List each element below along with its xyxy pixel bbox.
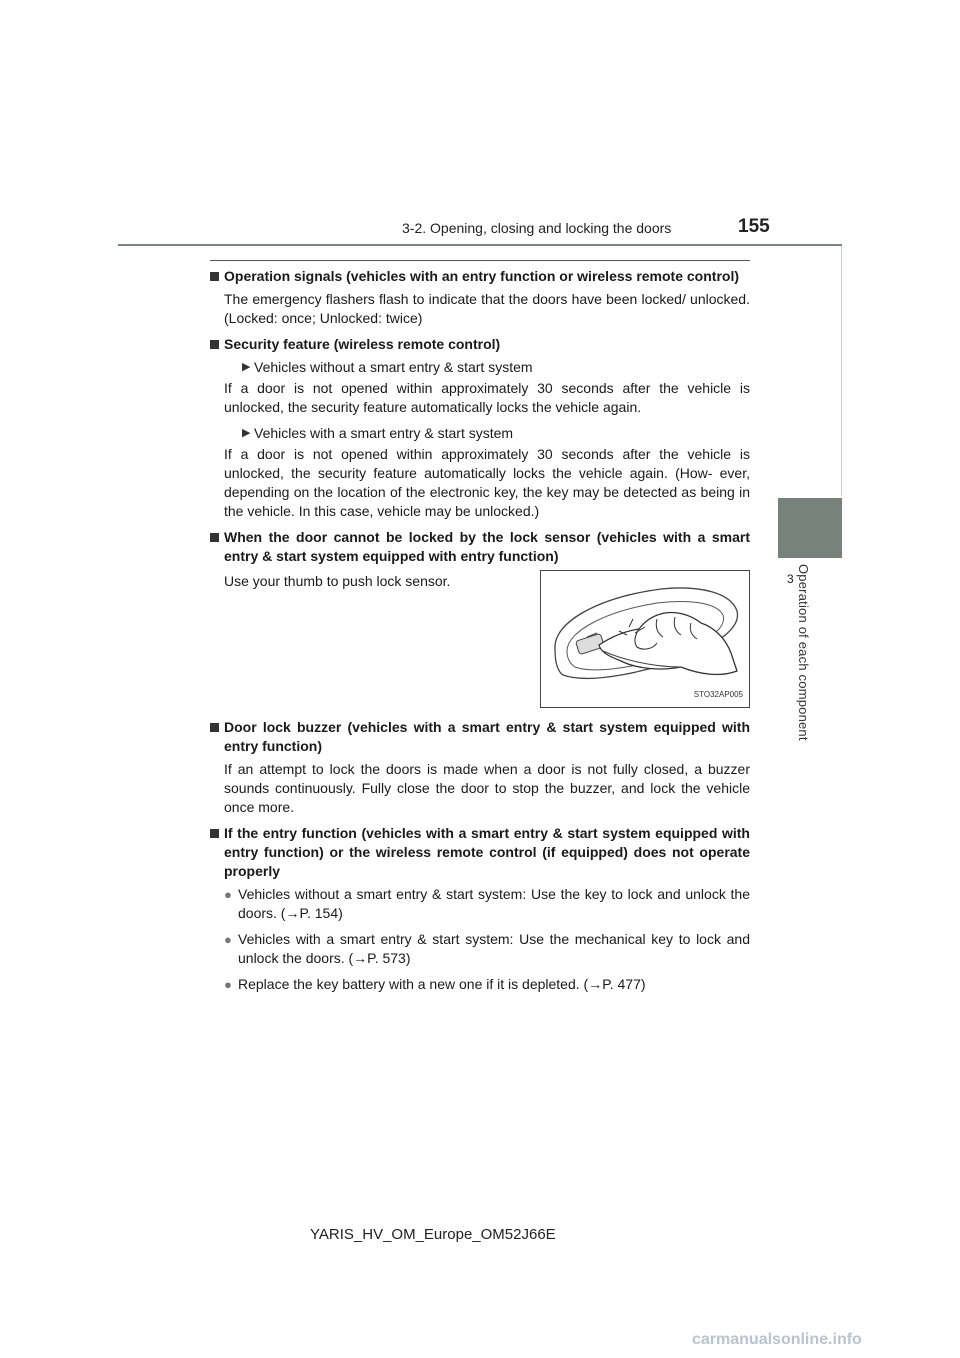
heading-entry-not-operate: If the entry function (vehicles with a smart entry & start system equipped with entry function) or the wireless remote control (if equipped) does not operate properly (210, 824, 750, 881)
square-bullet-icon (210, 824, 224, 881)
square-bullet-icon (210, 267, 224, 286)
heading-door-lock-buzzer: Door lock buzzer (vehicles with a smart entry & start system equipped with entry function) (210, 718, 750, 756)
square-bullet-icon (210, 718, 224, 756)
paragraph-operation-signals: The emergency flashers flash to indicate that the doors have been locked/ unlocked. (Locked: once; Unlocked: twice) (224, 291, 750, 326)
page-number: 155 (738, 216, 770, 237)
round-bullet-icon: ● (224, 887, 232, 902)
round-bullet-icon: ● (224, 932, 232, 947)
heading-security-feature: Security feature (wireless remote control) (210, 335, 750, 354)
chapter-tab (778, 498, 842, 558)
subheading-without-smart-entry: ▶ Vehicles without a smart entry & start system (224, 358, 750, 377)
tab-guide-line (841, 246, 842, 496)
door-handle-illustration (540, 570, 750, 708)
paragraph-security-with: If a door is not opened within approximately 30 seconds after the vehicle is unlocked, the security feature automatically locks the vehicle again. (How- ever, depending on the location of the electronic key, the key may be detected as being in the vehicle. In this case, vehicle may be unlocked.) (224, 446, 750, 519)
paragraph-security-without: If a door is not opened within approximately 30 seconds after the vehicle is unlocked, the security feature automatically locks the vehicle again. (224, 380, 750, 415)
triangle-right-icon: ▶ (242, 361, 251, 373)
list-item: ● Replace the key battery with a new one if it is depleted. (→P. 477) (224, 976, 646, 992)
figure-row (224, 570, 750, 708)
document-id: YARIS_HV_OM_Europe_OM52J66E (310, 1226, 556, 1243)
subheading-with-smart-entry: ▶ Vehicles with a smart entry & start system (224, 424, 750, 443)
chapter-number: 3 (787, 572, 794, 586)
square-bullet-icon (210, 528, 224, 566)
list-item: ● Vehicles with a smart entry & start system: Use the mechanical key to lock and unlock the doors. (→P. 573) (224, 931, 750, 966)
list-item: ● Vehicles without a smart entry & start system: Use the key to lock and unlock the doors. (→P. 154) (224, 886, 750, 921)
watermark: carmanualsonline.info (692, 1331, 862, 1348)
content-top-divider (210, 260, 750, 261)
round-bullet-icon: ● (224, 977, 232, 992)
section-title: 3-2. Opening, closing and locking the doors (402, 220, 672, 236)
triangle-right-icon: ▶ (242, 427, 251, 439)
paragraph-lock-sensor: Use your thumb to push lock sensor. (224, 573, 451, 589)
heading-lock-sensor: When the door cannot be locked by the lock sensor (vehicles with a smart entry & start system equipped with entry function) (210, 528, 750, 566)
heading-operation-signals: Operation signals (vehicles with an entry function or wireless remote control) (210, 267, 750, 286)
main-content (210, 267, 750, 1001)
paragraph-door-lock-buzzer: If an attempt to lock the doors is made when a door is not fully closed, a buzzer sounds continuously. Fully close the door to stop the buzzer, and lock the vehicle once more. (224, 761, 750, 815)
square-bullet-icon (210, 335, 224, 354)
header-divider (118, 244, 842, 246)
chapter-side-label: Operation of each component (796, 564, 811, 741)
figure-code: STO32AP005 (693, 690, 743, 699)
